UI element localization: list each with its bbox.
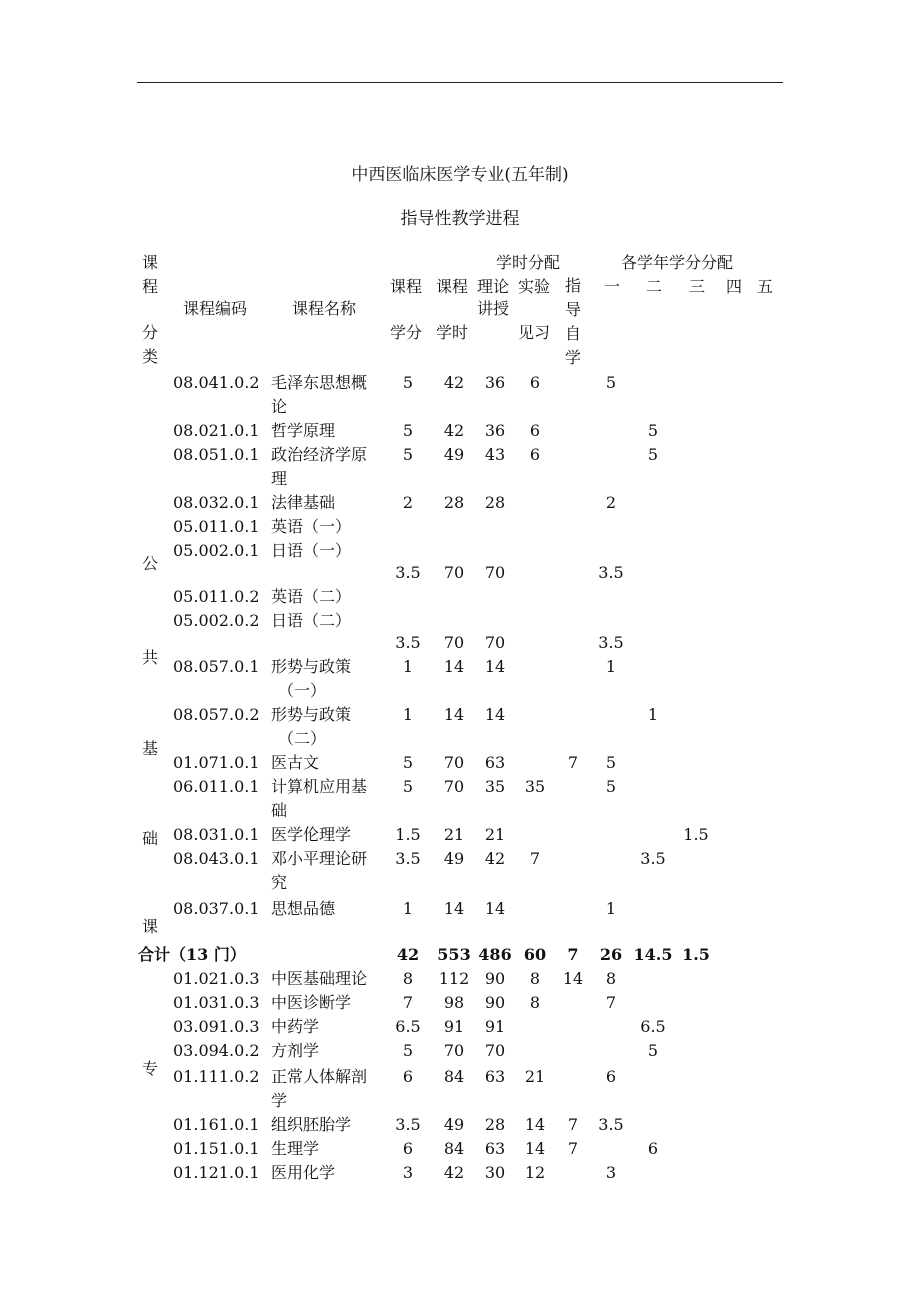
course-code: 01.151.0.1 <box>173 1139 260 1158</box>
header-course-name: 课程名称 <box>292 299 357 318</box>
total-year-1: 26 <box>599 945 623 964</box>
cell-y1: 3.5 <box>598 1115 624 1134</box>
cell-hours: 70 <box>443 633 465 652</box>
cell-hours: 70 <box>443 777 465 796</box>
header-year-4: 四 <box>726 277 743 296</box>
course-code: 08.037.0.1 <box>173 899 260 918</box>
header-year-3: 三 <box>689 277 706 296</box>
cell-lecture: 21 <box>484 825 506 844</box>
course-code: 05.011.0.2 <box>173 587 260 606</box>
cell-credit: 6.5 <box>395 1017 421 1036</box>
course-name: 中药学 <box>271 1017 320 1036</box>
course-code: 01.031.0.3 <box>173 993 260 1012</box>
section-public-basic-char: 基 <box>141 739 158 758</box>
total-lecture: 486 <box>478 945 512 964</box>
cell-y1: 5 <box>605 753 617 772</box>
cell-lab: 35 <box>524 777 546 796</box>
header-hours-bottom: 学时 <box>436 323 469 342</box>
cell-y2: 6 <box>647 1139 659 1158</box>
cell-credit: 5 <box>402 445 414 464</box>
total-label: 合计（13 门） <box>138 945 246 964</box>
cell-credit: 6 <box>402 1139 414 1158</box>
cell-y1: 1 <box>605 657 617 676</box>
cell-lab: 14 <box>524 1115 546 1134</box>
cell-lab: 12 <box>524 1163 546 1182</box>
course-name: 医学伦理学 <box>271 825 352 844</box>
course-name: 日语（一） <box>271 541 352 560</box>
cell-self: 7 <box>567 1139 579 1158</box>
course-code: 08.057.0.1 <box>173 657 260 676</box>
course-name-continued: 论 <box>271 397 288 416</box>
cell-lecture: 90 <box>484 969 506 988</box>
cell-lecture: 91 <box>484 1017 506 1036</box>
course-code: 03.091.0.3 <box>173 1017 260 1036</box>
cell-lecture: 14 <box>484 705 506 724</box>
cell-lecture: 70 <box>484 1041 506 1060</box>
header-year-1: 一 <box>604 277 621 296</box>
cell-credit: 8 <box>402 969 414 988</box>
header-hours-group: 学时分配 <box>496 253 561 272</box>
cell-hours: 70 <box>443 753 465 772</box>
course-code: 08.051.0.1 <box>173 445 260 464</box>
header-course-code: 课程编码 <box>183 299 248 318</box>
course-name: 思想品德 <box>271 899 336 918</box>
course-name: 方剂学 <box>271 1041 320 1060</box>
cell-y1: 3.5 <box>598 563 624 582</box>
cell-lecture: 36 <box>484 373 506 392</box>
cell-y2: 5 <box>647 421 659 440</box>
header-lab-top: 实验 <box>518 277 551 296</box>
header-hours-top: 课程 <box>436 277 469 296</box>
cell-credit: 5 <box>402 421 414 440</box>
course-name-continued: 究 <box>271 873 288 892</box>
cell-lecture: 43 <box>484 445 506 464</box>
course-name: 英语（一） <box>271 517 352 536</box>
header-credit-top: 课程 <box>390 277 423 296</box>
course-name: 政治经济学原 <box>271 445 368 464</box>
cell-self: 14 <box>562 969 584 988</box>
course-name: 中医诊断学 <box>271 993 352 1012</box>
header-category-char: 课 <box>141 253 158 272</box>
course-code: 01.111.0.2 <box>173 1067 260 1086</box>
cell-lecture: 35 <box>484 777 506 796</box>
cell-lab: 8 <box>529 993 541 1012</box>
course-code: 03.094.0.2 <box>173 1041 260 1060</box>
cell-lecture: 30 <box>484 1163 506 1182</box>
course-name: 形势与政策 <box>271 705 352 724</box>
cell-credit: 3.5 <box>395 1115 421 1134</box>
cell-y1: 5 <box>605 373 617 392</box>
course-code: 08.043.0.1 <box>173 849 260 868</box>
header-self-study-char: 指 <box>564 276 581 295</box>
cell-y2: 5 <box>647 1041 659 1060</box>
header-self-study-char: 学 <box>564 348 581 367</box>
course-name: 哲学原理 <box>271 421 336 440</box>
cell-y2: 5 <box>647 445 659 464</box>
cell-y1: 5 <box>605 777 617 796</box>
document-subtitle: 指导性教学进程 <box>400 209 520 229</box>
total-self-study: 7 <box>567 945 579 964</box>
cell-lab: 8 <box>529 969 541 988</box>
cell-y1: 8 <box>605 969 617 988</box>
course-code: 05.002.0.1 <box>173 541 260 560</box>
course-name: 邓小平理论研 <box>271 849 368 868</box>
cell-lecture: 70 <box>484 633 506 652</box>
cell-credit: 1 <box>402 657 414 676</box>
header-category-char: 类 <box>141 347 158 366</box>
cell-hours: 42 <box>443 421 465 440</box>
cell-y2: 3.5 <box>640 849 666 868</box>
course-name: 医用化学 <box>271 1163 336 1182</box>
cell-lecture: 70 <box>484 563 506 582</box>
cell-credit: 1.5 <box>395 825 421 844</box>
cell-hours: 91 <box>443 1017 465 1036</box>
cell-hours: 14 <box>443 705 465 724</box>
header-credit-bottom: 学分 <box>390 323 423 342</box>
course-name: 计算机应用基 <box>271 777 368 796</box>
total-credit: 42 <box>396 945 420 964</box>
cell-credit: 3.5 <box>395 633 421 652</box>
course-name: 英语（二） <box>271 587 352 606</box>
cell-credit: 5 <box>402 777 414 796</box>
header-category-char: 程 <box>141 277 158 296</box>
cell-y2: 6.5 <box>640 1017 666 1036</box>
cell-hours: 28 <box>443 493 465 512</box>
total-year-2: 14.5 <box>633 945 673 964</box>
cell-hours: 14 <box>443 657 465 676</box>
course-name-continued: 学 <box>271 1091 288 1110</box>
total-lab: 60 <box>523 945 547 964</box>
header-self-study-char: 导 <box>564 300 581 319</box>
section-public-basic-char: 课 <box>141 917 158 936</box>
header-year-group: 各学年学分分配 <box>621 253 734 272</box>
cell-hours: 70 <box>443 563 465 582</box>
cell-credit: 5 <box>402 1041 414 1060</box>
cell-credit: 5 <box>402 753 414 772</box>
section-public-basic-char: 公 <box>141 554 158 573</box>
cell-y1: 6 <box>605 1067 617 1086</box>
cell-lecture: 28 <box>484 493 506 512</box>
cell-y1: 1 <box>605 899 617 918</box>
cell-hours: 42 <box>443 1163 465 1182</box>
course-code: 06.011.0.1 <box>173 777 260 796</box>
cell-lab: 7 <box>529 849 541 868</box>
course-code: 08.031.0.1 <box>173 825 260 844</box>
cell-hours: 42 <box>443 373 465 392</box>
course-code: 08.021.0.1 <box>173 421 260 440</box>
course-name: 生理学 <box>271 1139 320 1158</box>
course-code: 01.121.0.1 <box>173 1163 260 1182</box>
course-name: 法律基础 <box>271 493 336 512</box>
cell-hours: 84 <box>443 1067 465 1086</box>
cell-hours: 112 <box>438 969 470 988</box>
course-name-continued: （二） <box>278 729 327 748</box>
cell-self: 7 <box>567 1115 579 1134</box>
cell-lab: 6 <box>529 421 541 440</box>
document-title: 中西医临床医学专业(五年制) <box>351 165 569 185</box>
header-lecture-top: 理论 <box>477 277 510 296</box>
cell-lecture: 63 <box>484 1067 506 1086</box>
cell-self: 7 <box>567 753 579 772</box>
course-name: 形势与政策 <box>271 657 352 676</box>
course-code: 05.002.0.2 <box>173 611 260 630</box>
cell-credit: 6 <box>402 1067 414 1086</box>
section-specialty-char: 专 <box>141 1059 158 1078</box>
cell-hours: 49 <box>443 445 465 464</box>
course-name-continued: 理 <box>271 469 288 488</box>
cell-hours: 98 <box>443 993 465 1012</box>
cell-lab: 6 <box>529 445 541 464</box>
cell-lecture: 36 <box>484 421 506 440</box>
cell-y1: 2 <box>605 493 617 512</box>
course-code: 08.041.0.2 <box>173 373 260 392</box>
cell-hours: 49 <box>443 849 465 868</box>
course-name: 毛泽东思想概 <box>271 373 368 392</box>
cell-y1: 3 <box>605 1163 617 1182</box>
course-code: 01.161.0.1 <box>173 1115 260 1134</box>
course-name-continued: （一） <box>278 681 327 700</box>
cell-hours: 49 <box>443 1115 465 1134</box>
section-public-basic-char: 共 <box>141 648 158 667</box>
cell-credit: 3.5 <box>395 563 421 582</box>
course-code: 08.032.0.1 <box>173 493 260 512</box>
course-name: 组织胚胎学 <box>271 1115 352 1134</box>
top-rule <box>137 82 783 83</box>
cell-y2: 1 <box>647 705 659 724</box>
course-code: 01.021.0.3 <box>173 969 260 988</box>
cell-lecture: 14 <box>484 657 506 676</box>
header-self-study-char: 自 <box>564 324 581 343</box>
cell-credit: 3 <box>402 1163 414 1182</box>
course-code: 01.071.0.1 <box>173 753 260 772</box>
cell-hours: 21 <box>443 825 465 844</box>
header-year-2: 二 <box>646 277 663 296</box>
course-name: 中医基础理论 <box>271 969 368 988</box>
cell-hours: 14 <box>443 899 465 918</box>
total-hours: 553 <box>437 945 471 964</box>
cell-y1: 3.5 <box>598 633 624 652</box>
cell-y3: 1.5 <box>683 825 709 844</box>
cell-lecture: 42 <box>484 849 506 868</box>
course-code: 05.011.0.1 <box>173 517 260 536</box>
section-public-basic-char: 础 <box>141 829 158 848</box>
course-name-continued: 础 <box>271 801 288 820</box>
cell-credit: 7 <box>402 993 414 1012</box>
total-year-3: 1.5 <box>682 945 710 964</box>
cell-lecture: 14 <box>484 899 506 918</box>
cell-lecture: 90 <box>484 993 506 1012</box>
header-category-char: 分 <box>141 323 158 342</box>
cell-credit: 5 <box>402 373 414 392</box>
header-lecture-bottom: 讲授 <box>477 299 510 318</box>
cell-lab: 6 <box>529 373 541 392</box>
cell-y1: 7 <box>605 993 617 1012</box>
header-year-5: 五 <box>757 277 774 296</box>
course-name: 正常人体解剖 <box>271 1067 368 1086</box>
cell-lecture: 63 <box>484 753 506 772</box>
course-code: 08.057.0.2 <box>173 705 260 724</box>
cell-credit: 1 <box>402 705 414 724</box>
cell-credit: 2 <box>402 493 414 512</box>
cell-lecture: 63 <box>484 1139 506 1158</box>
course-name: 医古文 <box>271 753 320 772</box>
cell-hours: 84 <box>443 1139 465 1158</box>
cell-credit: 3.5 <box>395 849 421 868</box>
cell-lab: 21 <box>524 1067 546 1086</box>
cell-credit: 1 <box>402 899 414 918</box>
cell-hours: 70 <box>443 1041 465 1060</box>
cell-lecture: 28 <box>484 1115 506 1134</box>
course-name: 日语（二） <box>271 611 352 630</box>
header-lab-bottom: 见习 <box>518 323 551 342</box>
cell-lab: 14 <box>524 1139 546 1158</box>
